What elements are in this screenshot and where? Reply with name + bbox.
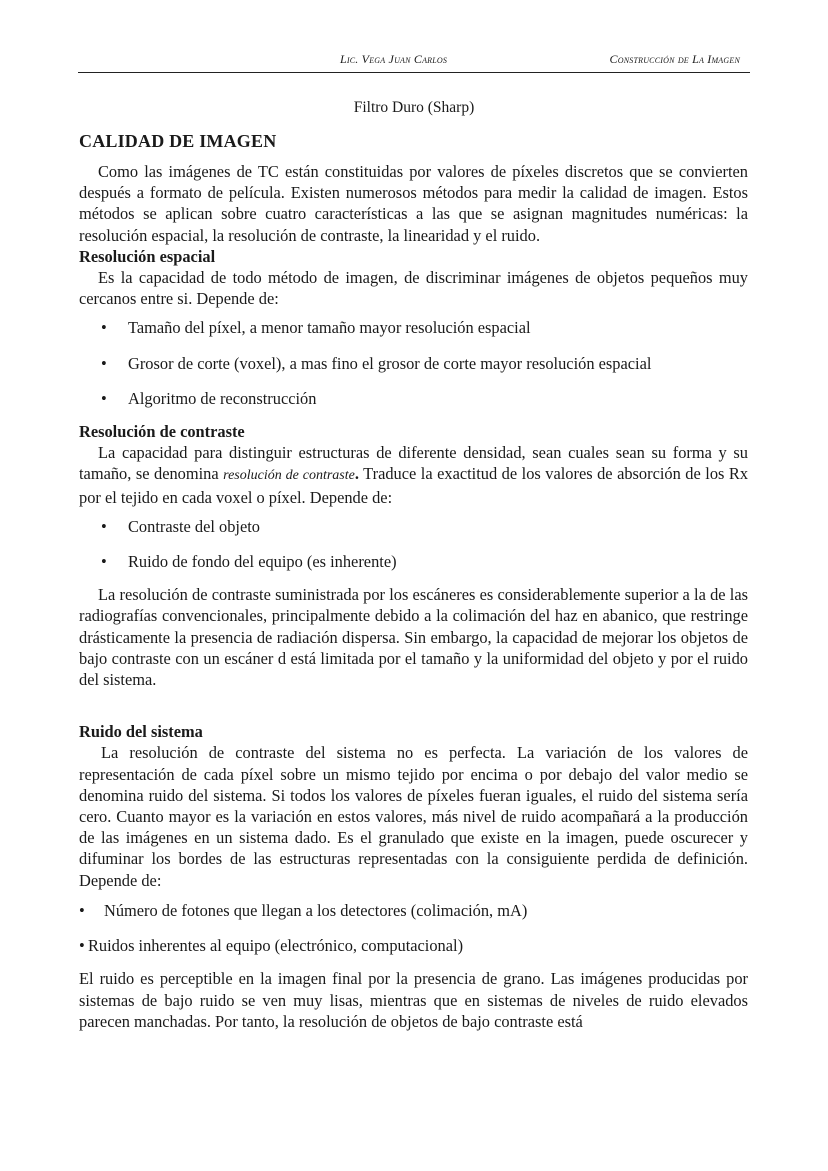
noise-paragraph: La resolución de contraste del sistema no es perfecta. La variación de los valores de representación de cada píxel sobre un mismo tejido por encima o por debajo del valor medio se denomina ruido del sistema. Si todos los valores de píxeles fueran iguales, el ruido del sistema sería cero. Cuanto mayor es la variación en estos valores, más nivel de ruido acompañará a la producción de las imágenes en un sistema dado. Es el granulado que existe en la imagen, puede oscurecer y difuminar los bordes de las estructuras representadas con la consiguiente perdida de definición. Depende de:	[79, 743, 748, 890]
running-header	[78, 50, 750, 73]
list-item: • Contraste del objeto	[79, 516, 748, 537]
header-author: Lic. Vega Juan Carlos	[340, 52, 448, 66]
list-item: • Ruido de fondo del equipo (es inherente)	[79, 551, 748, 572]
figure-caption: Filtro Duro (Sharp)	[353, 99, 475, 116]
list-item: • Grosor de corte (voxel), a mas fino el grosor de corte mayor resolución espacial	[79, 353, 748, 374]
contrast-text-after: Traduce la exactitud de los valores de absorción de los Rx por el tejido en cada voxel o píxel. Depende de:	[79, 464, 749, 507]
spatial-paragraph: Es la capacidad de todo método de imagen, de discriminar imágenes de objetos pequeños muy cercanos entre si. Depende de:	[79, 268, 748, 309]
header-title: Construcción de La Imagen	[609, 52, 740, 66]
list-item: • Tamaño del píxel, a menor tamaño mayor resolución espacial	[79, 317, 748, 338]
spatial-heading: Resolución espacial	[79, 246, 216, 266]
list-item: • Número de fotones que llegan a los detectores (colimación, mA)	[79, 900, 748, 921]
contrast-paragraph	[79, 442, 748, 508]
contrast-text-before: La capacidad para distinguir estructuras de diferente densidad, sean cuales sean su forma y su tamaño, se denomina	[79, 443, 748, 484]
contrast-term-end: .	[354, 464, 359, 484]
contrast-detail-paragraph: La resolución de contraste suministrada por los escáneres es considerablemente superior a la de las radiografías convencionales, principalmente debido a la colimación del haz en abanico, que restringe drásticamente la presencia de radiación dispersa. Sin embargo, la capacidad de mejorar los objetos de bajo contraste con un escáner d está limitada por el tamaño y la uniformidad del objeto y por el ruido del sistema.	[79, 585, 748, 690]
list-item: • Algoritmo de reconstrucción	[79, 388, 748, 409]
contrast-heading: Resolución de contraste	[79, 422, 245, 442]
noise-closing-paragraph: El ruido es perceptible en la imagen final por la presencia de grano. Las imágenes producidas por sistemas de bajo ruido se ven muy lisas, mientras que en sistemas de niveles de ruido elevados parecen manchadas. Por tanto, la resolución de objetos de bajo contraste está	[79, 969, 748, 1031]
noise-heading: Ruido del sistema	[79, 722, 203, 742]
spatial-list	[79, 317, 748, 409]
section-title: CALIDAD DE IMAGEN	[79, 131, 277, 151]
contrast-term: resolución de contraste	[223, 468, 355, 484]
noise-list	[79, 900, 748, 921]
body-content	[79, 130, 748, 1032]
list-item: • Ruidos inherentes al equipo (electrónico, computacional)	[79, 935, 748, 956]
noise-list-2	[79, 935, 748, 956]
contrast-list	[79, 516, 748, 572]
intro-paragraph: Como las imágenes de TC están constituidas por valores de píxeles discretos que se convierten después a formato de película. Existen numerosos métodos para medir la calidad de imagen. Estos métodos se aplican sobre cuatro características a las que se asignan magnitudes numéricas: la resolución espacial, la resolución de contraste, la linearidad y el ruido.	[79, 162, 748, 245]
